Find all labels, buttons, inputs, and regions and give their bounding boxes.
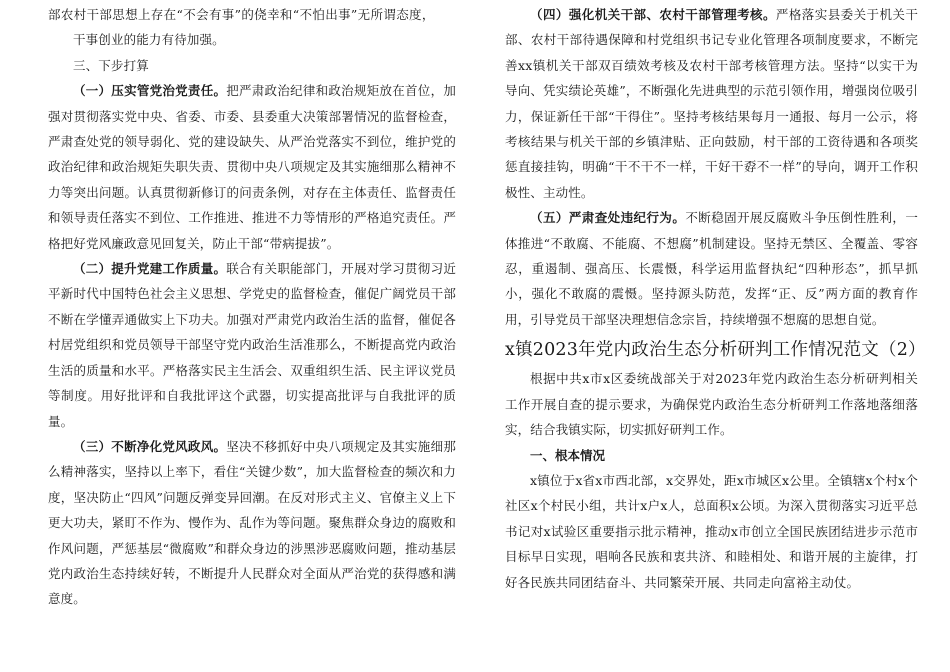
intro-line-2: 干事创业的能力有待加强。 [73,32,225,48]
item-4-body: 严格落实县委关于机关干部、农村干部待遇保障和村党组织书记专业化管理各项制度要求，不断完善xx镇机关干部双百绩效考核及农村干部考核管理方法。坚持“以实干为导向、凭实绩论英雄”，不断强化先进典型的示范引领作用，增强岗位吸引力，保证新任干部“干得住”。坚持考核结果每月一通报、每月一公示，将考核结果与机关干部的乡镇津贴、正向鼓励，村干部的工资待遇和各项奖惩直接挂钩，明确“干不干不一样，干好干孬不一样”的导向，调开工作积极性、主动性。 [505,7,918,200]
item-2-lead: （二）提升党建工作质量。 [73,261,227,277]
item-2-body: 联合有关职能部门，开展对学习贯彻习近平新时代中国特色社会主义思想、学党史的监督检查，催促广阔党员干部不断在学懂弄通做实上下功夫。加强对严肃党内政治生活的监督，催促各村居党组织和党员领导干部坚守党内政治生活准那么，不断提高党内政治生活的质量和水平。严格落实民主生活会、双重组织生活、民主评议党员等制度。用好批评和自我批评这个武器，切实提高批评与自我批评的质量。 [48,261,456,429]
right-column [505,2,926,595]
item-1-lead: （一）压实管党治党责任。 [73,83,227,99]
item-3-body: 坚决不移抓好中央八项规定及其实施细那么精神落实，坚持以上率下，看住“关键少数”，加大监督检查的频次和力度，坚决防止“四风”问题反弹变异回潮。在反对形式主义、官僚主义上下更大功夫，紧盯不作为、慢作为、乱作为等问题。聚焦群众身边的腐败和作风问题，严惩基层“微腐败”和群众身边的涉黑涉恶腐败问题，推动基层党内政治生态持续好转，不断提升人民群众对全面从严治党的获得感和满意度。 [48,438,456,607]
item-5-body: 不断稳固开展反腐败斗争压倒性胜利，一体推进“不敢腐、不能腐、不想腐”机制建设。坚持无禁区、全覆盖、零容忍，重遏制、强高压、长震慑，科学运用监督执纪“四种形态”，抓早抓小，强化不敢腐的震慑。坚持源头防范，发挥“正、反”两方面的教育作用，引导党员干部坚决理想信念宗旨，持续增强不想腐的思想自觉。 [505,210,918,327]
left-column [48,2,456,612]
paragraph-item-4 [505,2,918,205]
basic-info-paragraph: x镇位于x省x市西北部，x交界处，距x市城区x公里。全镇辖x个村x个社区x个村民小组，共计x户x人，总面积x公顷。为深入贯彻落实习近平总书记对x试验区重要指示批示精神，推动x市创立全国民族团结进步示范市目标早日实现，唱响各民族和衷共济、和睦相处、和谐开展的主旋律，打好各民族共同团结奋斗、共同繁荣开展、共同走向富裕主动仗。 [505,472,918,590]
item-4-lead: （四）强化机关干部、农村干部管理考核。 [530,7,776,22]
item-5-lead: （五）严肃查处违纪行为。 [530,210,686,226]
item-3-lead: （三）不断净化党风政风。 [73,438,227,454]
section-heading-next-steps: 三、下步打算 [73,57,149,73]
paragraph-item-3 [48,434,456,612]
intro-line-1: 部农村干部思想上存在“不会有事”的侥幸和“不怕出事”无所谓态度， [48,7,435,22]
document-title: x镇2023年党内政治生态分析研判工作情况范文（2） [505,340,926,361]
paragraph-item-5 [505,205,918,332]
item-1-body: 把严肃政治纪律和政治规矩放在首位，加强对贯彻落实党中央、省委、市委、县委重大决策部署情况的监督检查，严肃查处党的领导弱化、党的建设缺失、从严治党落实不到位，维护党的政治纪律和政治规矩失职失责、贯彻中央八项规定及其实施细那么精神不力等突出问题。认真贯彻新修订的问责条例，对存在主体责任、监督责任和领导责任落实不到位、工作推进、推进不力等情形的严格追究责任。严格把好党风廉政意见回复关，防止干部“带病提拔”。 [48,83,456,251]
intro-paragraph: 根据中共x市x区委统战部关于对2023年党内政治生态分析研判相关工作开展自查的提示要求，为确保党内政治生态分析研判工作落地落细落实，结合我镇实际，切实抓好研判工作。 [505,371,918,438]
section-heading-basic-info: 一、根本情况 [530,447,606,463]
paragraph-item-2 [48,256,456,434]
paragraph-item-1 [48,78,456,256]
